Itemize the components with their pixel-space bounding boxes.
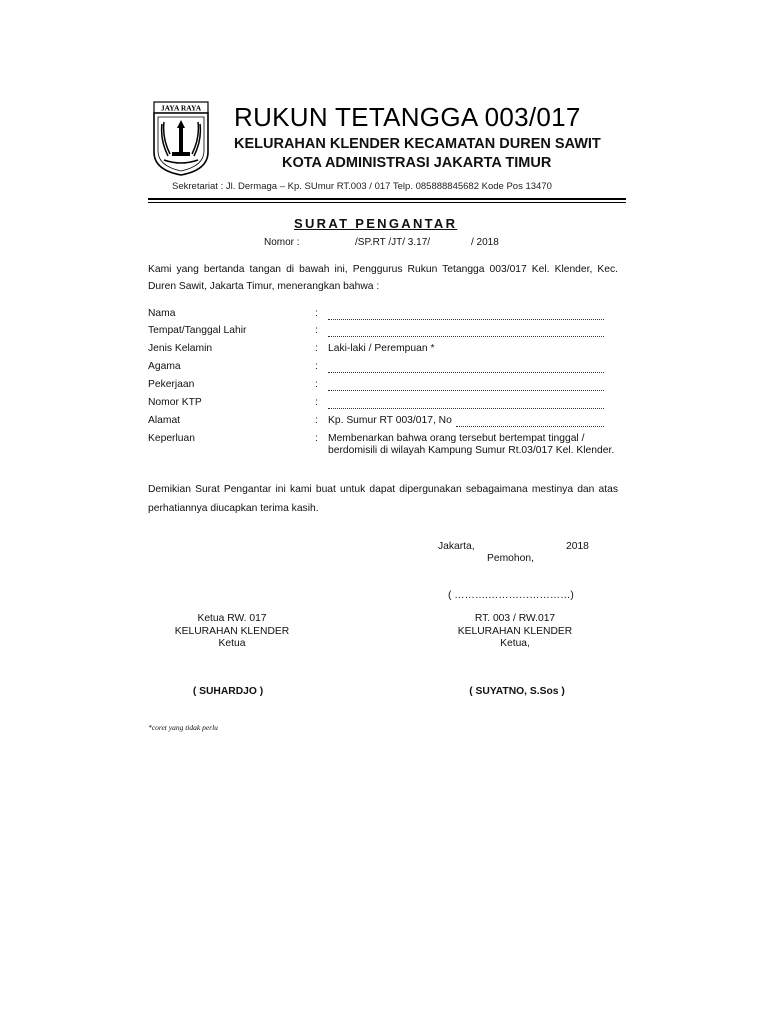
rt-signatory-name: ( SUYATNO, S.Sos ): [469, 686, 565, 697]
field-label-alamat: Alamat: [148, 415, 181, 426]
header-title: RUKUN TETANGGA 003/017: [234, 102, 581, 132]
header-secretariat: Sekretariat : Jl. Dermaga – Kp. SUmur RT.003 / 017 Telp. 085888845682 Kode Pos 13470: [172, 181, 552, 192]
field-colon: :: [315, 379, 318, 390]
nomor-year: / 2018: [471, 237, 499, 248]
header-kota: KOTA ADMINISTRASI JAKARTA TIMUR: [282, 155, 552, 171]
sign-place: Jakarta,: [438, 541, 475, 552]
field-label-keperluan: Keperluan: [148, 433, 195, 444]
field-blank-nama: [328, 318, 604, 320]
field-blank-ktp: [328, 407, 604, 409]
nomor-label: Nomor :: [264, 237, 300, 248]
field-value-keperluan: Membenarkan bahwa orang tersebut bertempat tinggal / berdomisili di wilayah Kampung Sumur Rt.03/017 Kel. Klender.: [328, 433, 615, 456]
field-colon: :: [315, 325, 318, 336]
field-blank-alamat: [456, 425, 604, 427]
field-value-jenis-kelamin: Laki-laki / Perempuan *: [328, 343, 435, 354]
rt-title: RT. 003 / RW.017: [474, 613, 556, 624]
field-label-agama: Agama: [148, 361, 181, 372]
intro-paragraph: Kami yang bertanda tangan di bawah ini, Penggurus Rukun Tetangga 003/017 Kel. Klender, Kec. Duren Sawit, Jakarta Timur, menerangkan bahwa :: [148, 264, 618, 292]
applicant-label: Pemohon,: [487, 553, 534, 564]
rt-role: Ketua,: [500, 638, 530, 649]
rw-title: Ketua RW. 017: [197, 613, 267, 624]
field-value-alamat: Kp. Sumur RT 003/017, No: [328, 415, 452, 426]
header-kelurahan: KELURAHAN KLENDER KECAMATAN DUREN SAWIT: [234, 136, 601, 152]
field-blank-agama: [328, 371, 604, 373]
field-colon: :: [315, 343, 318, 354]
closing-paragraph: Demikian Surat Pengantar ini kami buat untuk dapat dipergunakan sebagaimana mestinya dan atas perhatiannya diucapkan terima kasih.: [148, 484, 618, 514]
field-label-jenis-kelamin: Jenis Kelamin: [148, 343, 213, 354]
sign-year: 2018: [566, 541, 589, 552]
footnote: *coret yang tidak perlu: [148, 723, 218, 732]
field-label-pekerjaan: Pekerjaan: [148, 379, 195, 390]
field-colon: :: [315, 433, 318, 444]
logo-text: JAYA RAYA: [160, 103, 202, 113]
field-blank-pekerjaan: [328, 389, 604, 391]
nomor-value: /SP.RT /JT/ 3.17/: [355, 237, 431, 248]
field-label-nama: Nama: [148, 308, 176, 319]
field-label-ktp: Nomor KTP: [148, 397, 202, 408]
rw-kelurahan: KELURAHAN KLENDER: [174, 626, 290, 637]
applicant-signature-blank: ( ……….……………………): [448, 590, 574, 601]
letter-title: SURAT PENGANTAR: [294, 216, 458, 231]
header-rule-thin: [148, 202, 626, 203]
field-colon: :: [315, 397, 318, 408]
rw-signatory-name: ( SUHARDJO ): [192, 686, 264, 697]
field-colon: :: [315, 361, 318, 372]
jakarta-coat-of-arms-logo: [148, 100, 214, 176]
rt-kelurahan: KELURAHAN KLENDER: [457, 626, 573, 637]
field-blank-ttl: [328, 335, 604, 337]
rw-role: Ketua: [218, 638, 246, 649]
field-colon: :: [315, 308, 318, 319]
field-colon: :: [315, 415, 318, 426]
header-rule-thick: [148, 198, 626, 200]
field-label-ttl: Tempat/Tanggal Lahir: [148, 325, 247, 336]
